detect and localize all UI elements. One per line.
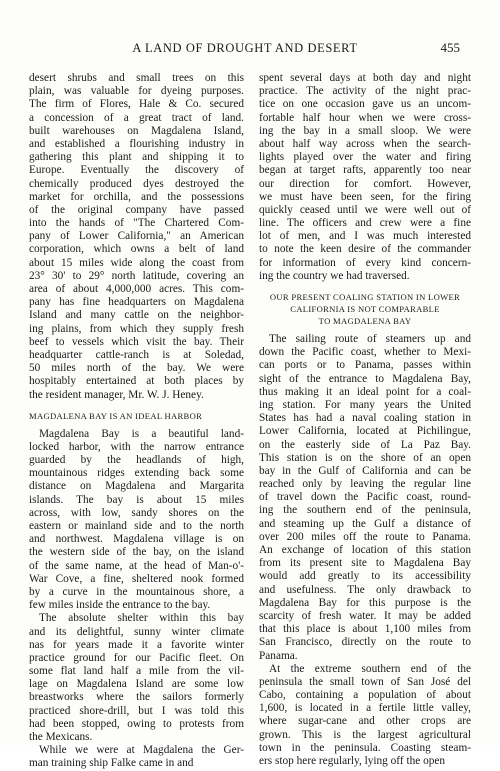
text-line: This station is on the shore of an open [259, 451, 471, 464]
text-line: a concession of a great tract of land. [29, 111, 244, 124]
text-line: the resident manager, Mr. W. J. Heney. [29, 388, 204, 401]
text-line: thus making it an ideal point for a coal- [259, 385, 471, 398]
text-line: practice. The activity of the night prac- [259, 85, 471, 98]
paragraph [29, 612, 244, 744]
text-line: lot of men, and I was much interested [259, 230, 471, 243]
running-head [30, 40, 460, 56]
text-line: we must have been seen, for the firing [259, 190, 471, 203]
text-line: pany has fine headquarters on Magdalena [29, 296, 244, 309]
text-line: ing plains, from which they supply fresh [29, 322, 244, 335]
text-line: hospitably entertained at both places by [29, 375, 244, 388]
paragraph [29, 72, 244, 402]
text-line: on the easterly side of La Paz Bay. [259, 438, 471, 451]
text-line: the Mexicans. [29, 731, 93, 743]
right-column [259, 72, 471, 768]
text-line: gathering this plant and shipping it to [29, 151, 244, 164]
text-line: from its present site to Magdalena Bay [259, 557, 471, 570]
text-line: and established a flourishing industry in [29, 137, 244, 150]
text-line: practice ground for our Pacific fleet. On [29, 651, 244, 664]
text-line: mountainous ridges extending back some [29, 467, 244, 480]
text-line: where sugar-cane and other crops are [259, 715, 471, 728]
section-heading: MAGDALENA BAY IS AN IDEAL HARBOR [29, 410, 203, 421]
text-line: Lower California, located at Pichilingue, [259, 425, 471, 438]
left-column [29, 72, 244, 771]
text-line: Europe. Eventually the discovery of [29, 164, 244, 177]
text-line: of the original company have passed [29, 203, 244, 216]
text-line: The firm of Flores, Hale & Co. secured [29, 98, 244, 111]
text-line: 50 miles north of the bay. We were [29, 362, 244, 375]
running-title: A LAND OF DROUGHT AND DESERT [132, 41, 358, 55]
text-line: down the Pacific coast, whether to Mexi- [259, 346, 471, 359]
paragraph [29, 428, 244, 613]
text-line: War Cove, a fine, sheltered nook formed [29, 572, 244, 585]
text-line: to note the keen desire of the commander [259, 243, 471, 256]
text-line: pany of Lower California," an American [29, 230, 244, 243]
page-number: 455 [440, 40, 460, 55]
text-line: and steaming up the Gulf a distance of [259, 517, 471, 530]
text-line: eastern or mainland side and to the north [29, 520, 244, 532]
text-line: of the same name, at the head of Man-o'- [29, 559, 244, 572]
text-line: lage on Magdalena Island are some low [29, 678, 244, 691]
text-line: some flat land half a mile from the vil- [29, 665, 244, 678]
text-line: for information of every kind concern- [259, 256, 471, 269]
text-line: would add greatly to its accessibility [259, 570, 471, 583]
text-line: chemically produced dyes destroyed the [29, 177, 244, 190]
text-line: plain, was valuable for dyeing purposes. [29, 85, 244, 98]
text-line: and its delightful, sunny winter climate [29, 625, 244, 638]
text-line: headquarter cattle-ranch is at Soledad, [29, 348, 244, 361]
text-line: ing station. For many years the United [259, 398, 471, 411]
text-line: market for orchilla, and the possessions [29, 190, 244, 203]
paragraph [29, 744, 244, 770]
paragraph [259, 663, 471, 769]
text-line: reached only by leaving the regular line [259, 478, 471, 491]
text-line: sight of the entrance to Magdalena Bay, [259, 372, 471, 385]
text-line: about 15 miles wide along the coast from [29, 256, 244, 269]
text-line: ing the country we had traversed. [259, 269, 410, 282]
paragraph [259, 333, 471, 663]
text-line: man training ship Falke came in and [29, 757, 194, 770]
text-line: Island and many cattle on the neighbor- [29, 309, 244, 322]
text-line: tice on one occasion gave us an uncom- [259, 98, 471, 111]
text-line: can ports or to Panama, passes within [259, 359, 471, 372]
text-line: fortable half hour when we were cross- [259, 111, 471, 124]
text-line: that this place is about 1,100 miles from [259, 623, 471, 636]
text-line: 23° 30' to 29° north latitude, covering an [29, 269, 244, 282]
text-line: the western side of the bay, on the island [29, 546, 244, 559]
paragraph [259, 72, 471, 283]
text-line: quickly ceased until we were well out of [259, 203, 471, 216]
text-line: scarcity of fresh water. It may be added [259, 609, 471, 622]
text-line: desert shrubs and small trees on this [29, 72, 244, 84]
text-line: ing the bay in a small sloop. We were [259, 124, 471, 137]
text-line: ers stop here regularly, lying off the open [259, 755, 446, 767]
text-line: by a curve in the mountainous shore, a [29, 585, 244, 598]
text-line: distance on Magdalena and Margarita [29, 480, 244, 493]
text-line: lights played over the water and firing [259, 151, 471, 164]
text-line: had been stopped, owing to protests from [29, 717, 244, 730]
text-line: spent several days at both day and night [259, 72, 471, 84]
text-line: our direction for comfort. However, [259, 177, 471, 190]
text-line: islands. The bay is about 15 miles [29, 493, 244, 506]
text-line: of travel down the Pacific coast, round- [259, 491, 471, 504]
text-line: town in the peninsula. Coasting steam- [259, 741, 471, 754]
text-line: Cabo, containing a population of about [259, 689, 471, 702]
text-line: built warehouses on Magdalena Island, [29, 124, 244, 137]
text-line: area of about 4,000,000 acres. This com- [29, 283, 244, 295]
text-line: few miles inside the entrance to the bay. [29, 599, 211, 612]
text-line: over 200 miles off the route to Panama. [259, 530, 471, 543]
text-line: line. The officers and crew were a fine [259, 217, 471, 230]
text-line: breastworks where the sailors formerly [29, 691, 244, 704]
section-heading-line-3: TO MAGDALENA BAY [318, 316, 412, 326]
text-line: While we were at Magdalena the Ger- [39, 744, 244, 757]
text-line: across, with low, sandy shores on the [29, 506, 244, 519]
text-line: States has had a naval coaling station in [259, 412, 471, 425]
text-line: Magdalena Bay for this purpose is the [259, 596, 471, 609]
text-line: beef to vessels which visit the bay. Their [29, 335, 244, 348]
text-line: and usefulness. The only drawback to [259, 583, 471, 596]
text-line: San Francisco, directly on the route to [259, 636, 471, 649]
text-line: At the extreme southern end of the [269, 662, 471, 675]
text-line: Panama. [259, 649, 298, 662]
text-line: guarded by the headlands of high, [29, 454, 244, 467]
section-heading-line-2: CALIFORNIA IS NOT COMPARABLE [290, 304, 440, 314]
text-line: locked harbor, with the narrow entrance [29, 440, 244, 453]
text-line: about half way across when the search- [259, 137, 471, 150]
text-line: corporation, which owns a belt of land [29, 243, 244, 256]
text-line: grown. This is the largest agricultural [259, 728, 471, 741]
text-line: An exchange of location of this station [259, 544, 471, 556]
text-line: began at target rafts, apparently too near [259, 164, 471, 177]
text-line: The absolute shelter within this bay [39, 612, 244, 625]
text-line: The sailing route of steamers up and [269, 333, 471, 345]
text-line: peninsula the small town of San José del [259, 675, 471, 688]
section-heading-line-1: OUR PRESENT COALING STATION IN LOWER [269, 292, 461, 302]
text-line: into the hands of "The Chartered Com- [29, 217, 244, 230]
text-line: bay in the Gulf of California and can be [259, 464, 471, 477]
text-line: 1,600, is located in a fertile little valley, [259, 702, 471, 715]
text-line: and northwest. Magdalena village is on [29, 533, 244, 546]
text-line: ing the southern end of the peninsula, [259, 504, 471, 517]
text-line: nas for years made it a favorite winter [29, 638, 244, 651]
text-line: Magdalena Bay is a beautiful land- [39, 427, 244, 440]
text-line: practiced shore-drill, but I was told this [29, 704, 244, 717]
